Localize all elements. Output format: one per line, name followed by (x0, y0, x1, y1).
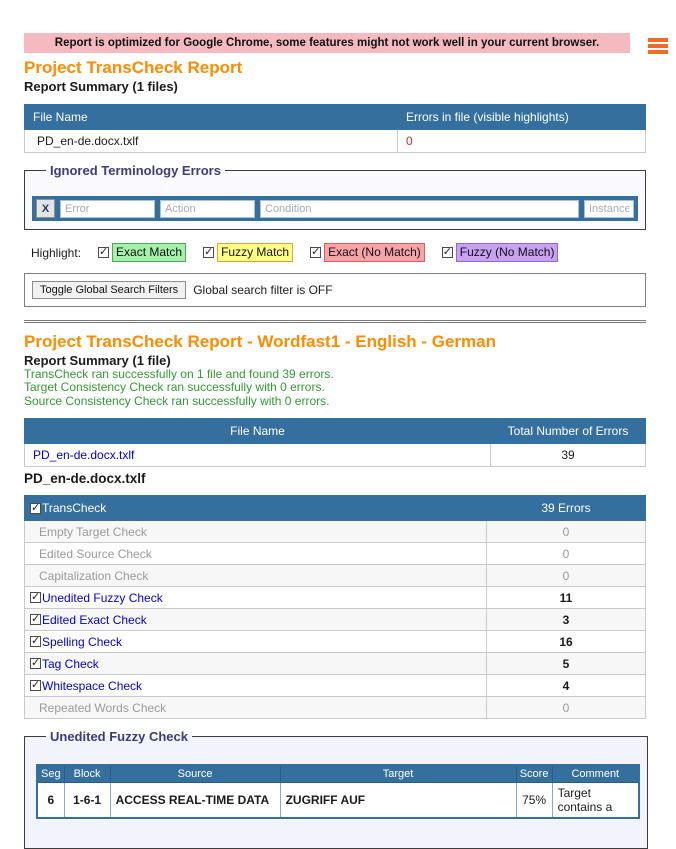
browser-warning-banner: Report is optimized for Google Chrome, some features might not work well in your current browser. (24, 33, 630, 53)
check-row-edited-source (25, 543, 646, 565)
global-search-filter-box (24, 273, 646, 307)
table-header-row (37, 765, 639, 783)
check-label-cell (25, 609, 487, 631)
file-name-cell (25, 444, 491, 467)
highlight-option-exact-match (98, 243, 186, 262)
page-content (24, 33, 646, 849)
score-cell: 75% (516, 783, 552, 819)
edited-exact-check-link[interactable]: Edited Exact Check (42, 612, 147, 627)
status-line-source-consistency: Source Consistency Check ran successfully with 0 errors. (24, 393, 330, 408)
check-row-empty-target (25, 521, 646, 543)
fieldset-legend: Unedited Fuzzy Check (50, 729, 188, 745)
ignored-terminology-fieldset (24, 163, 646, 230)
checkbox-checked-icon[interactable] (30, 680, 41, 691)
total-errors-cell: 39 (491, 444, 646, 467)
checkbox-checked-icon[interactable] (98, 247, 109, 258)
col-target: Target (280, 765, 516, 783)
check-row-unedited-fuzzy (25, 587, 646, 609)
file-link[interactable]: PD_en-de.docx.txlf (33, 448, 135, 463)
transcheck-results-table (24, 495, 646, 719)
check-count: 3 (487, 609, 646, 631)
comment-cell: Target contains a (552, 783, 639, 819)
check-label-cell (25, 587, 487, 609)
section-divider (24, 320, 646, 323)
checkbox-checked-icon[interactable] (30, 503, 41, 514)
check-row-repeated-words (25, 697, 646, 719)
table-header-row (25, 419, 646, 444)
exact-no-match-badge: Exact (No Match) (324, 243, 425, 262)
fuzzy-no-match-badge: Fuzzy (No Match) (456, 243, 559, 262)
seg-cell: 6 (37, 783, 64, 819)
condition-filter-input[interactable] (260, 200, 579, 218)
status-line-transcheck: TransCheck ran successfully on 1 file and found 39 errors. (24, 367, 334, 381)
check-label-cell (25, 653, 487, 675)
terminology-filter-row (32, 196, 638, 221)
col-source: Source (110, 765, 280, 783)
check-row-capitalization (25, 565, 646, 587)
spelling-check-link[interactable]: Spelling Check (42, 634, 123, 649)
col-comment: Comment (552, 765, 639, 783)
errors-total-header: 39 Errors (487, 496, 646, 521)
col-file-name: File Name (25, 105, 398, 130)
highlight-options-row (31, 243, 646, 262)
hamburger-bar (648, 38, 668, 42)
total-errors-table (24, 418, 646, 467)
global-search-filter-status: Global search filter is OFF (193, 283, 333, 297)
check-count: 16 (487, 631, 646, 653)
hamburger-menu-icon[interactable] (648, 38, 668, 56)
fuzzy-errors-table (36, 764, 640, 819)
unedited-fuzzy-check-fieldset (24, 729, 648, 849)
table-row (25, 444, 646, 467)
col-score: Score (516, 765, 552, 783)
highlight-label: Highlight: (31, 245, 82, 260)
check-label: Empty Target Check (25, 521, 487, 543)
project-report-title: Project TransCheck Report - Wordfast1 - English - German (24, 332, 497, 351)
checkbox-checked-icon[interactable] (30, 614, 41, 625)
files-errors-table (24, 104, 646, 153)
source-cell: ACCESS REAL-TIME DATA (110, 783, 280, 819)
check-label-cell (25, 631, 487, 653)
instances-filter-input[interactable] (584, 200, 634, 218)
transcheck-header-cell (25, 496, 487, 521)
fuzzy-match-badge: Fuzzy Match (217, 243, 293, 262)
toggle-global-search-filters-button[interactable]: Toggle Global Search Filters (32, 281, 186, 299)
check-count: 0 (487, 697, 646, 719)
col-seg: Seg (37, 765, 64, 783)
whitespace-check-link[interactable]: Whitespace Check (42, 678, 143, 693)
checkbox-checked-icon[interactable] (30, 592, 41, 603)
check-label: Repeated Words Check (25, 697, 487, 719)
tag-check-link[interactable]: Tag Check (42, 656, 99, 671)
col-block: Block (64, 765, 110, 783)
errors-count-cell: 0 (398, 130, 646, 153)
project-report-summary: Report Summary (1 file) (24, 353, 171, 368)
check-label: Edited Source Check (25, 543, 487, 565)
file-section-heading: PD_en-de.docx.txlf (24, 471, 146, 487)
check-count: 4 (487, 675, 646, 697)
check-row-spelling (25, 631, 646, 653)
action-filter-input[interactable] (160, 200, 255, 218)
error-filter-input[interactable] (60, 200, 155, 218)
checkbox-checked-icon[interactable] (442, 247, 453, 258)
hamburger-bar (648, 50, 668, 54)
transcheck-header-label: TransCheck (42, 501, 107, 516)
check-count: 5 (487, 653, 646, 675)
target-cell: ZUGRIFF AUF (280, 783, 516, 819)
check-row-edited-exact (25, 609, 646, 631)
fuzzy-error-row (37, 783, 639, 819)
fieldset-legend: Ignored Terminology Errors (50, 163, 221, 178)
table-header-row (25, 496, 646, 521)
highlight-option-fuzzy-match (203, 243, 293, 262)
highlight-option-fuzzy-no-match (442, 243, 559, 262)
file-name-cell: PD_en-de.docx.txlf (25, 130, 398, 153)
highlight-option-exact-no-match (310, 243, 425, 262)
table-row (25, 130, 646, 153)
col-errors-in-file: Errors in file (visible highlights) (398, 105, 646, 130)
col-file-name: File Name (25, 419, 491, 444)
hamburger-bar (648, 44, 668, 48)
remove-filter-button[interactable]: X (36, 199, 55, 218)
check-row-tag (25, 653, 646, 675)
checkbox-checked-icon[interactable] (30, 636, 41, 647)
col-total-errors: Total Number of Errors (491, 419, 646, 444)
unedited-fuzzy-check-link[interactable]: Unedited Fuzzy Check (42, 590, 163, 605)
block-cell: 1-6-1 (64, 783, 110, 819)
report-summary: Report Summary (1 files) (24, 79, 178, 94)
check-count: 11 (487, 587, 646, 609)
checkbox-checked-icon[interactable] (30, 658, 41, 669)
check-count: 0 (487, 543, 646, 565)
check-count: 0 (487, 521, 646, 543)
check-label: Capitalization Check (25, 565, 487, 587)
exact-match-badge: Exact Match (112, 243, 186, 262)
check-row-whitespace (25, 675, 646, 697)
table-header-row (25, 105, 646, 130)
checkbox-checked-icon[interactable] (203, 247, 214, 258)
check-label-cell (25, 675, 487, 697)
check-count: 0 (487, 565, 646, 587)
report-title: Project TransCheck Report (24, 58, 243, 77)
checkbox-checked-icon[interactable] (310, 247, 321, 258)
status-line-target-consistency: Target Consistency Check ran successfully with 0 errors. (24, 380, 325, 395)
